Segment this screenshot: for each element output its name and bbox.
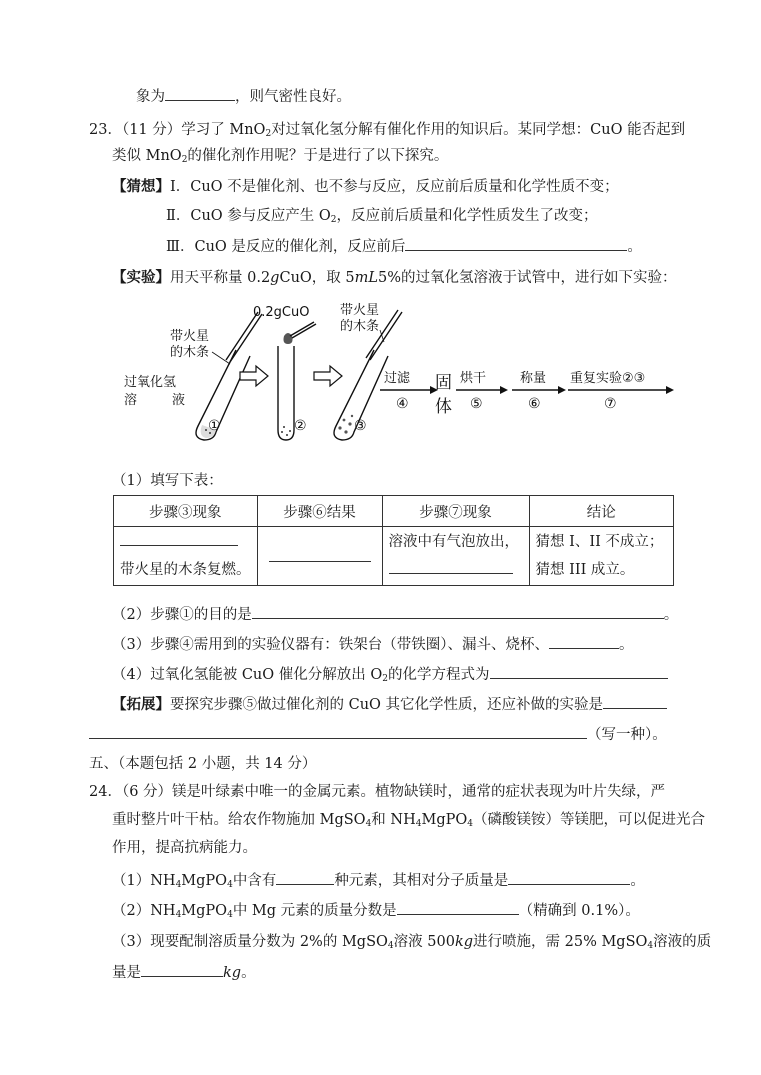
answer-blank[interactable]	[603, 694, 667, 709]
unit: mL	[354, 270, 379, 286]
label-weigh: 称量	[520, 371, 547, 386]
text-fragment: Ⅱ．CuO 参与反应产生 O	[166, 208, 331, 224]
text-fragment: MgPO	[181, 903, 228, 919]
label-glowing-stick-3-l2: 的木条	[340, 319, 380, 334]
question-24-line3	[112, 838, 257, 858]
guess-1-line	[112, 177, 619, 197]
unit: kg	[454, 934, 474, 950]
table-cell-conclusion	[529, 527, 674, 586]
label-glowing-stick-1-l2: 的木条	[170, 345, 210, 360]
text-fragment: （1）填写下表：	[112, 473, 223, 489]
text-fragment: Ⅲ．CuO 是反应的催化剂，反应前后	[166, 239, 406, 255]
cell-text: 溶液中有气泡放出，	[388, 534, 519, 550]
step-number-4: ④	[396, 396, 409, 412]
test-tube-1	[196, 350, 250, 440]
table-cell-step3	[114, 527, 258, 586]
answer-table	[113, 495, 674, 586]
text-fragment: （2）步骤①的目的是	[112, 607, 252, 623]
text-fragment: （3）步骤④需用到的实验仪器有：铁架台（带铁圈）、漏斗、烧杯、	[112, 637, 549, 653]
text-fragment: 。	[663, 607, 679, 623]
question-24-2-line	[112, 900, 640, 925]
label-dry: 烘干	[460, 371, 487, 386]
text-fragment: 。	[241, 965, 256, 981]
label-glowing-stick-1: 带火星	[170, 329, 210, 344]
question-24-line2	[112, 810, 705, 834]
text-fragment: 。	[627, 239, 642, 255]
subscript: 4	[175, 880, 182, 890]
text-fragment: MgPO	[181, 873, 228, 889]
question-3-line	[112, 634, 633, 655]
text-fragment: ，反应前后质量和化学性质发生了改变；	[336, 208, 598, 224]
cell-blank-line	[389, 556, 523, 584]
cell-text: 猜想 I、II 不成立；	[535, 534, 664, 550]
question-number: 24．	[89, 784, 122, 800]
question-23-line2	[112, 146, 448, 170]
step-number-6: ⑥	[528, 396, 541, 412]
text-fragment: 象为	[136, 89, 165, 105]
table-cell-step7	[382, 527, 529, 586]
answer-blank[interactable]	[405, 236, 627, 251]
text-fragment: （写一种）。	[587, 727, 667, 743]
step-number-1: ①	[208, 418, 221, 434]
step-number-7: ⑦	[604, 396, 617, 412]
text-fragment: 量是	[112, 965, 141, 981]
text-fragment: 用天平称量 0.2	[170, 270, 271, 286]
label-h2o2-solution-a: 溶	[124, 393, 138, 408]
answer-blank[interactable]	[549, 634, 619, 649]
text-fragment: 作用，提高抗病能力。	[112, 840, 257, 856]
step-number-3: ③	[354, 418, 367, 434]
text-line-airtight	[136, 86, 351, 107]
question-1-label	[112, 471, 223, 491]
label-glowing-stick-3: 带火星	[340, 303, 380, 318]
section-tag: 【实验】	[112, 269, 170, 286]
step-number-2: ②	[294, 418, 307, 434]
subscript: 4	[467, 819, 473, 829]
process-arrow-2	[314, 366, 342, 386]
text-fragment: Ⅰ．CuO 不是催化剂、也不参与反应，反应前后质量和化学性质不变；	[170, 179, 619, 195]
guess-3-line	[166, 236, 642, 257]
table-row	[114, 527, 674, 586]
label-cuo: 0.2gCuO	[253, 305, 310, 320]
table-header-row	[114, 496, 674, 527]
table-header-cell: 步骤⑥结果	[257, 496, 382, 527]
subscript: 2	[265, 129, 272, 139]
subscript: 2	[181, 155, 188, 165]
question-24-header	[89, 782, 665, 802]
experiment-diagram	[118, 300, 678, 445]
text-fragment: 种元素，其相对分子质量是	[334, 873, 509, 889]
answer-blank[interactable]	[397, 900, 519, 915]
text-fragment: 对过氧化氢分解有催化作用的知识后。某同学想：CuO 能否起到	[271, 122, 686, 138]
subscript: 2	[330, 215, 337, 225]
answer-blank[interactable]	[252, 604, 664, 619]
text-fragment: （11 分）学习了 MnO	[121, 122, 266, 138]
question-2-line	[112, 604, 678, 625]
label-solid-l2: 体	[435, 397, 452, 417]
answer-blank[interactable]	[89, 724, 587, 739]
section-tag: 【拓展】	[112, 696, 170, 713]
table-cell-step6	[257, 527, 382, 586]
subscript: 4	[227, 910, 233, 920]
text-fragment: 五、（本题包括 2 小题，共 14 分）	[89, 756, 317, 772]
answer-blank[interactable]	[141, 962, 223, 977]
guess-2-line	[166, 206, 598, 230]
extension-line-2	[89, 724, 667, 745]
section-tag: 【猜想】	[112, 178, 170, 195]
text-fragment: 溶液的质	[653, 934, 712, 950]
question-4-line	[112, 664, 668, 689]
text-fragment: （精确到 0.1%）。	[518, 903, 640, 919]
text-fragment: （2）NH	[112, 903, 176, 919]
text-fragment: 要探究步骤⑤做过催化剂的 CuO 其它化学性质，还应补做的实验是	[170, 697, 604, 713]
step-number-5: ⑤	[470, 396, 483, 412]
question-23-header	[89, 120, 685, 144]
label-h2o2-solution-b: 液	[172, 393, 186, 408]
cell-text: 猜想 III 成立。	[535, 562, 635, 578]
text-fragment: 。	[618, 637, 634, 653]
subscript: 4	[387, 941, 394, 951]
label-filter: 过滤	[384, 371, 411, 386]
subscript: 4	[365, 819, 372, 829]
text-fragment: （4）过氧化氢能被 CuO 催化分解放出 O	[112, 667, 383, 683]
answer-blank[interactable]	[276, 870, 334, 885]
section-5-heading	[89, 754, 316, 774]
text-fragment: 溶液 500	[393, 934, 455, 950]
text-fragment: 。	[630, 873, 645, 889]
subscript: 4	[175, 910, 182, 920]
question-24-3-line	[112, 932, 711, 956]
text-fragment: 的催化剂作用呢？于是进行了以下探究。	[187, 148, 449, 164]
text-fragment: 和 NH	[371, 812, 416, 828]
text-fragment: ，则气密性良好。	[235, 89, 351, 105]
unit: kg	[223, 965, 242, 981]
answer-blank[interactable]	[269, 547, 371, 562]
text-fragment: 类似 MnO	[112, 148, 182, 164]
question-number: 23．	[89, 122, 122, 138]
subscript: 4	[415, 819, 422, 829]
extension-line	[112, 694, 667, 715]
text-fragment: CuO，取 5	[279, 270, 355, 286]
answer-blank[interactable]	[165, 86, 235, 101]
text-fragment: MgPO	[421, 812, 468, 828]
label-solid: 固	[435, 373, 452, 393]
answer-blank[interactable]	[508, 870, 630, 885]
text-fragment: （6 分）镁是叶绿素中唯一的金属元素。植物缺镁时，通常的症状表现为叶片失绿，严	[121, 784, 666, 800]
text-fragment: 的化学方程式为	[388, 667, 490, 683]
subscript: 2	[382, 674, 388, 684]
question-24-3-line2	[112, 962, 256, 983]
subscript: 4	[647, 941, 654, 951]
table-header-cell: 步骤⑦现象	[382, 496, 529, 527]
table-header-cell: 结论	[529, 496, 674, 527]
answer-blank[interactable]	[490, 664, 668, 679]
answer-blank[interactable]	[389, 559, 513, 574]
text-fragment: 中 Mg 元素的质量分数是	[232, 903, 397, 919]
subscript: 4	[227, 880, 233, 890]
answer-blank[interactable]	[120, 531, 238, 546]
cell-text: 带火星的木条复燃。	[120, 562, 251, 578]
text-fragment: 5%的过氧化氢溶液于试管中，进行如下实验：	[378, 270, 677, 286]
label-repeat: 重复实验②③	[570, 371, 646, 386]
text-fragment: （3）现要配制溶质量分数为 2%的 MgSO	[112, 934, 388, 950]
cell-blank-line	[120, 528, 251, 556]
text-fragment: （磷酸镁铵）等镁肥，可以促进光合	[473, 812, 705, 828]
text-fragment: （1）NH	[112, 873, 176, 889]
table-header-cell: 步骤③现象	[114, 496, 258, 527]
unit: g	[270, 270, 280, 286]
text-fragment: 重时整片叶干枯。给农作物施加 MgSO	[112, 812, 366, 828]
label-h2o2: 过氧化氢	[124, 375, 177, 390]
experiment-line	[112, 268, 677, 288]
text-fragment: 中含有	[232, 873, 277, 889]
question-24-1-line	[112, 870, 645, 895]
text-fragment: 进行喷施，需 25% MgSO	[473, 934, 648, 950]
